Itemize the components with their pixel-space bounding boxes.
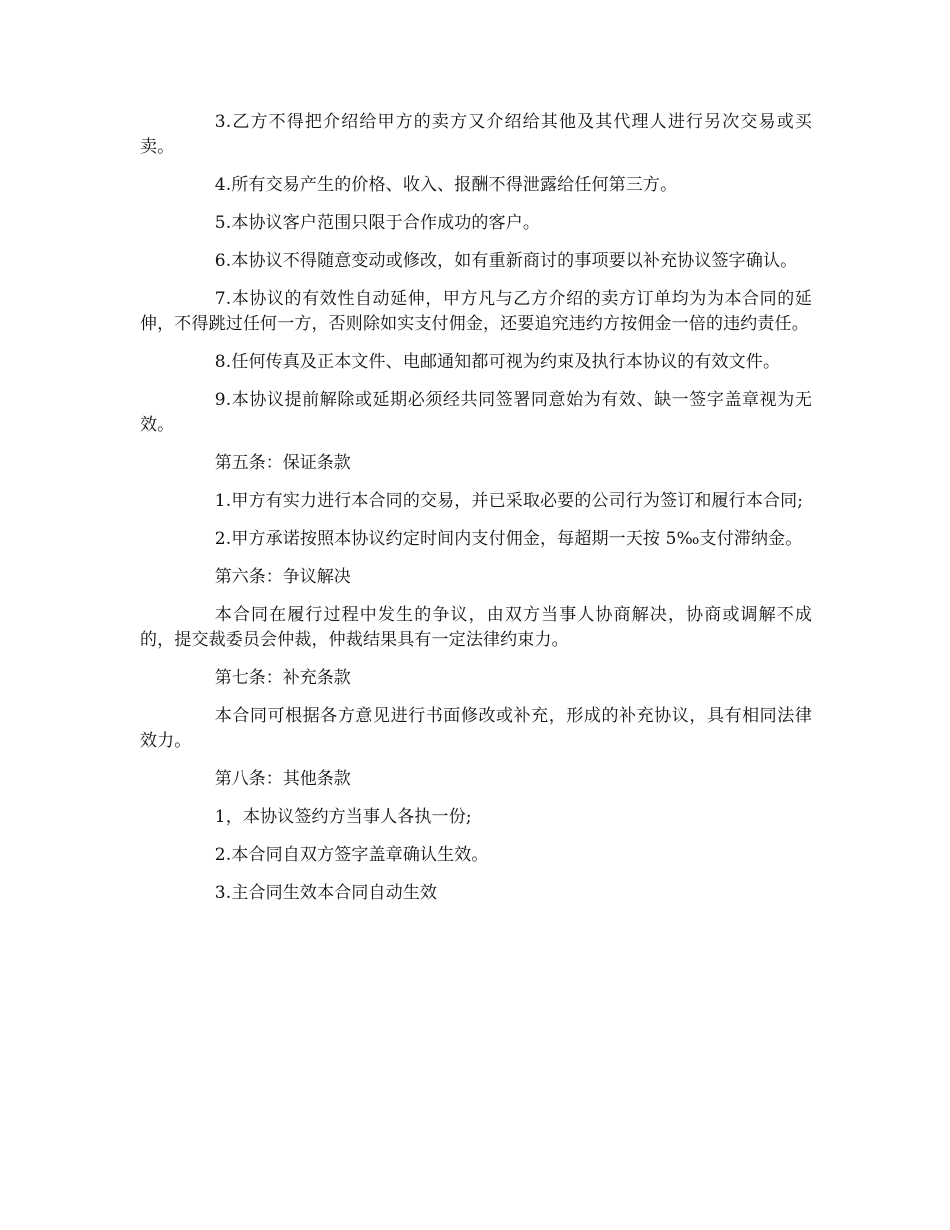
clause-6-paragraph: 6.本协议不得随意变动或修改，如有重新商讨的事项要以补充协议签字确认。 [214, 251, 798, 271]
guarantee-clause-1: 1.甲方有实力进行本合同的交易，并已采取必要的公司行为签订和履行本合同; [214, 491, 804, 511]
clause-5-paragraph: 5.本协议客户范围只限于合作成功的客户。 [214, 213, 541, 233]
dispute-resolution-paragraph: 本合同在履行过程中发生的争议，由双方当事人协商解决，协商或调解不成的，提交裁委员会仲裁，仲裁结果具有一定法律约束力。 [140, 605, 812, 650]
article-7-heading: 第七条：补充条款 [214, 668, 351, 688]
document-page [140, 110, 812, 919]
clause-7-paragraph: 7.本协议的有效性自动延伸，甲方凡与乙方介绍的卖方订单均为为本合同的延伸，不得跳过任何一方，否则除如实支付佣金，还要追究违约方按佣金一倍的违约责任。 [140, 289, 812, 334]
article-8-heading: 第八条：其他条款 [214, 769, 351, 789]
other-terms-clause-1: 1，本协议签约方当事人各执一份; [214, 807, 472, 827]
article-6-heading: 第六条：争议解决 [214, 567, 351, 587]
other-terms-clause-3: 3.主合同生效本合同自动生效 [214, 883, 438, 903]
clause-8-paragraph: 8.任何传真及正本文件、电邮通知都可视为约束及执行本协议的有效文件。 [214, 352, 781, 372]
article-5-heading: 第五条：保证条款 [214, 453, 351, 473]
supplementary-terms-paragraph: 本合同可根据各方意见进行书面修改或补充，形成的补充协议，具有相同法律效力。 [140, 706, 812, 751]
clause-9-paragraph: 9.本协议提前解除或延期必须经共同签署同意始为有效、缺一签字盖章视为无效。 [140, 390, 812, 435]
other-terms-clause-2: 2.本合同自双方签字盖章确认生效。 [214, 845, 489, 865]
clause-3-paragraph: 3.乙方不得把介绍给甲方的卖方又介绍给其他及其代理人进行另次交易或买卖。 [140, 112, 812, 157]
guarantee-clause-2: 2.甲方承诺按照本协议约定时间内支付佣金，每超期一天按 5‰支付滞纳金。 [214, 529, 803, 549]
clause-4-paragraph: 4.所有交易产生的价格、收入、报酬不得泄露给任何第三方。 [214, 175, 678, 195]
